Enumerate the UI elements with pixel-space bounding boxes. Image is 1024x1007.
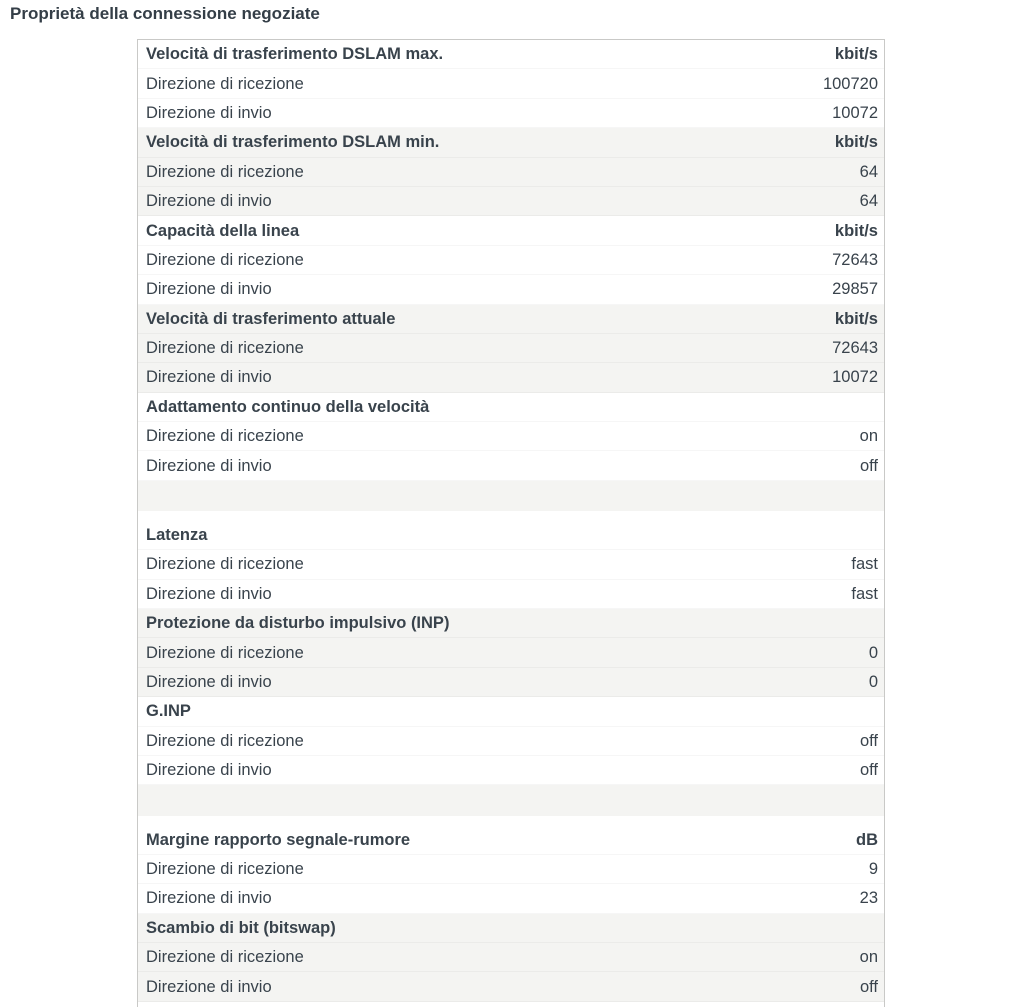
- row-label: Direzione di ricezione: [146, 948, 304, 967]
- table-row: [138, 972, 884, 1001]
- group-header-row: [138, 697, 884, 726]
- row-value: 10072: [832, 103, 878, 122]
- table-group: [138, 128, 884, 216]
- row-label: Direzione di invio: [146, 673, 272, 691]
- row-label: Direzione di invio: [146, 584, 272, 603]
- row-label: Direzione di invio: [146, 761, 272, 780]
- row-value: 64: [859, 192, 878, 211]
- table-row: [138, 422, 884, 451]
- table-group: [138, 914, 884, 1002]
- group-header-label: Adattamento continuo della velocità: [146, 397, 430, 416]
- row-value: fast: [851, 555, 878, 574]
- table-row: [138, 69, 884, 98]
- partial-row: [138, 1002, 884, 1007]
- group-header-row: [138, 128, 884, 157]
- row-value: 0: [868, 643, 878, 662]
- table-row: [138, 638, 884, 667]
- row-label: Direzione di invio: [146, 192, 272, 211]
- group-header-row: [138, 305, 884, 334]
- group-header-row: [138, 216, 884, 245]
- group-header-label: Velocità di trasferimento attuale: [146, 309, 396, 328]
- row-value: on: [859, 948, 878, 967]
- table-row: [138, 246, 884, 275]
- table-row: [138, 855, 884, 884]
- row-value: 29857: [832, 280, 878, 299]
- table-group: [138, 521, 884, 609]
- row-label: Direzione di ricezione: [146, 162, 304, 181]
- table-group: [138, 697, 884, 785]
- table-group: [138, 216, 884, 304]
- row-label: Direzione di invio: [146, 280, 272, 299]
- row-value: 100720: [822, 74, 878, 93]
- row-value: 9: [868, 859, 878, 878]
- group-header-label: Margine rapporto segnale-rumore: [146, 830, 411, 849]
- row-label: Direzione di ricezione: [146, 643, 304, 662]
- row-label: Direzione di ricezione: [146, 731, 304, 750]
- table-row: [138, 756, 884, 785]
- table-group: [138, 40, 884, 128]
- table-row: [138, 943, 884, 972]
- table-row: [138, 668, 884, 697]
- row-value: off: [859, 977, 878, 996]
- group-header-label: Scambio di bit (bitswap): [146, 918, 336, 937]
- table-group: [138, 609, 884, 697]
- row-label: Direzione di invio: [146, 889, 272, 908]
- separator-spacer: [138, 511, 884, 521]
- table-row: [138, 580, 884, 609]
- group-header-label: Velocità di trasferimento DSLAM max.: [146, 45, 444, 64]
- row-value: fast: [851, 584, 878, 603]
- group-header-row: [138, 914, 884, 943]
- table-row: [138, 550, 884, 579]
- row-label: Direzione di ricezione: [146, 427, 304, 446]
- table-row: [138, 451, 884, 480]
- row-label: Direzione di ricezione: [146, 250, 304, 269]
- group-header-label: Capacità della linea: [146, 221, 300, 240]
- group-header-unit: dB: [856, 830, 878, 849]
- row-value: 64: [859, 162, 878, 181]
- row-value: off: [859, 456, 878, 475]
- row-label: Direzione di invio: [146, 456, 272, 475]
- row-value: 72643: [832, 250, 878, 269]
- row-value: 0: [868, 673, 878, 691]
- table-row: [138, 99, 884, 128]
- connection-properties-table: [137, 39, 885, 1007]
- row-value: off: [859, 731, 878, 750]
- row-label: Direzione di ricezione: [146, 339, 304, 358]
- table-row: [138, 158, 884, 187]
- group-header-label: Protezione da disturbo impulsivo (INP): [146, 614, 450, 633]
- group-header-unit: kbit/s: [834, 221, 878, 240]
- group-header-row: [138, 40, 884, 69]
- row-label: Direzione di ricezione: [146, 74, 304, 93]
- row-value: 72643: [832, 339, 878, 358]
- table-group: [138, 393, 884, 481]
- separator-spacer: [138, 816, 884, 826]
- row-value: off: [859, 761, 878, 780]
- group-header-row: [138, 521, 884, 550]
- table-row: [138, 363, 884, 392]
- table-group: [138, 305, 884, 393]
- row-label: Direzione di invio: [146, 368, 272, 387]
- group-header-label: Latenza: [146, 526, 208, 545]
- row-label: Direzione di ricezione: [146, 859, 304, 878]
- group-header-unit: kbit/s: [834, 45, 878, 64]
- group-header-row: [138, 393, 884, 422]
- table-row: [138, 727, 884, 756]
- separator-row: [138, 785, 884, 816]
- group-header-row: [138, 825, 884, 854]
- table-row: [138, 884, 884, 913]
- row-value: 23: [859, 889, 878, 908]
- table-group: [138, 825, 884, 913]
- row-label: Direzione di invio: [146, 103, 272, 122]
- separator-row: [138, 481, 884, 512]
- group-header-row: [138, 609, 884, 638]
- group-header-label: G.INP: [146, 702, 191, 721]
- group-header-label: Velocità di trasferimento DSLAM min.: [146, 133, 440, 152]
- group-header-unit: kbit/s: [834, 309, 878, 328]
- group-header-unit: kbit/s: [834, 133, 878, 152]
- row-value: on: [859, 427, 878, 446]
- row-value: 10072: [832, 368, 878, 387]
- table-row: [138, 334, 884, 363]
- page-title: Proprietà della connessione negoziate: [10, 4, 320, 23]
- table-row: [138, 187, 884, 216]
- row-label: Direzione di invio: [146, 977, 272, 996]
- table-row: [138, 275, 884, 304]
- row-label: Direzione di ricezione: [146, 555, 304, 574]
